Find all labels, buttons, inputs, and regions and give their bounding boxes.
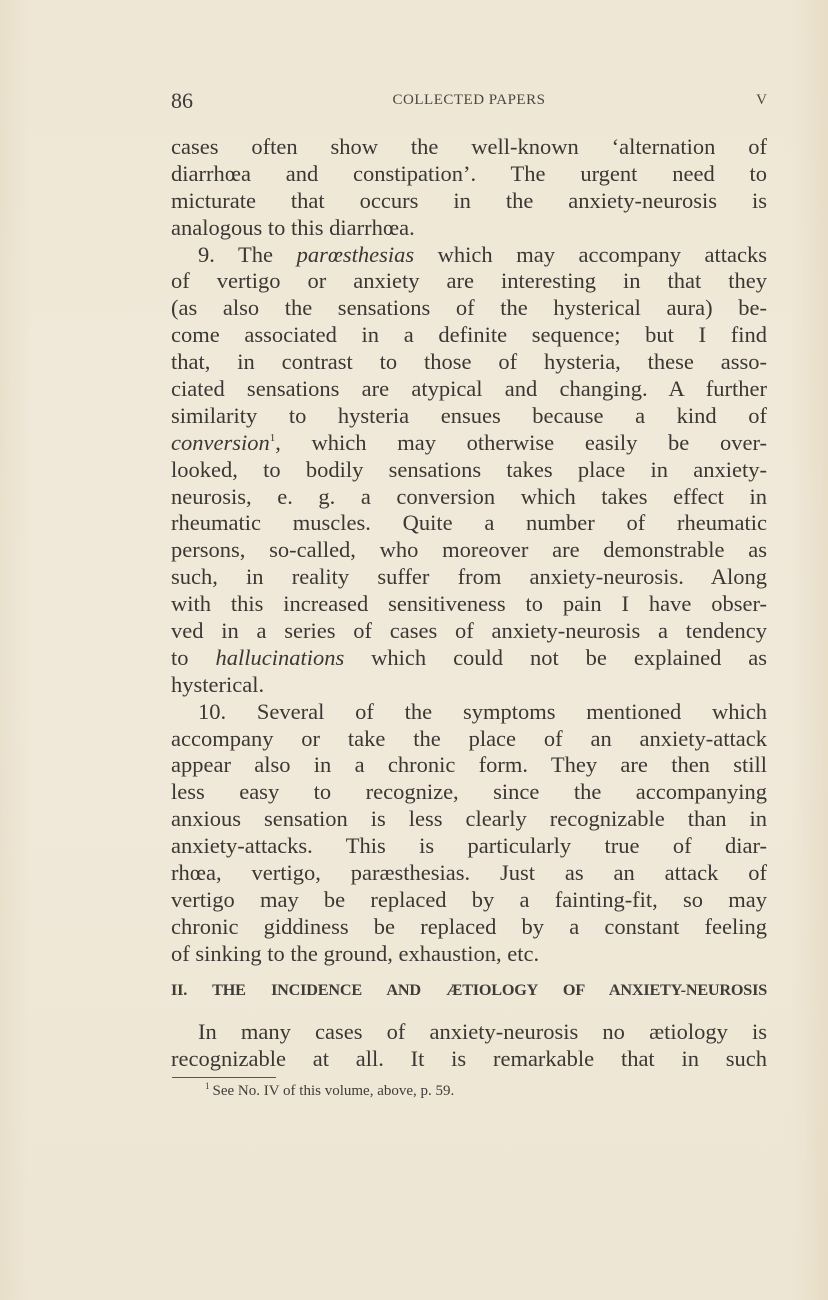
text-line: less easy to recognize, since the accompanying <box>171 779 767 805</box>
running-title: COLLECTED PAPERS <box>392 92 546 108</box>
text-run: which could not be explained as <box>344 644 767 670</box>
text-line <box>171 430 767 457</box>
text-line: such, in reality suffer from anxiety-neurosis. Along <box>171 564 767 590</box>
text-line: hysterical. <box>171 671 265 697</box>
footnote-marker: 1 <box>205 1080 210 1091</box>
footnote <box>171 1081 767 1101</box>
text-line <box>171 242 767 269</box>
text-line: neurosis, e. g. a conversion which takes effect in <box>171 483 767 509</box>
text-line: with this increased sensitiveness to pain I have obser- <box>171 591 767 617</box>
paragraph-10 <box>171 699 767 968</box>
text-line: rheumatic muscles. Quite a number of rheumatic <box>171 510 767 536</box>
text-line: of vertigo or anxiety are interesting in that they <box>171 268 767 294</box>
text-line: analogous to this diarrhœa. <box>171 214 415 240</box>
text-line: micturate that occurs in the anxiety-neurosis is <box>171 187 767 213</box>
section-heading: II. THE INCIDENCE AND ÆTIOLOGY OF ANXIETY-NEUROSIS <box>171 980 767 999</box>
text-line: ciated sensations are atypical and changing. A further <box>171 376 767 402</box>
text-line: diarrhœa and constipation’. The urgent need to <box>171 160 767 186</box>
footnote-divider <box>172 1077 276 1078</box>
text-line: persons, so-called, who moreover are demonstrable as <box>171 537 767 563</box>
text-line: accompany or take the place of an anxiety-attack <box>171 725 767 751</box>
italic-term: hallucinations <box>215 644 345 670</box>
footnote-text: See No. IV of this volume, above, p. 59. <box>212 1082 455 1099</box>
text-line: In many cases of anxiety-neurosis no ætiology is <box>198 1019 767 1045</box>
text-line: similarity to hysteria ensues because a kind of <box>171 402 767 428</box>
text-line: of sinking to the ground, exhaustion, etc. <box>171 940 540 966</box>
paragraph-9 <box>171 242 767 699</box>
running-head <box>171 88 767 114</box>
text-line: vertigo may be replaced by a fainting-fit, so may <box>171 886 767 912</box>
text-line: anxious sensation is less clearly recognizable than in <box>171 806 767 832</box>
text-line: looked, to bodily sensations takes place in anxiety- <box>171 456 767 482</box>
page-number: 86 <box>171 88 193 113</box>
paragraph-continued <box>171 134 767 242</box>
text-run: which may accompany attacks <box>414 241 767 267</box>
text-run: , which may otherwise easily be over- <box>275 429 767 455</box>
text-line: (as also the sensations of the hysterical aura) be- <box>171 295 767 321</box>
text-line: anxiety-attacks. This is particularly true of diar- <box>171 833 767 859</box>
text-line: 10. Several of the symptoms mentioned which <box>198 698 767 724</box>
text-line: rhœa, vertigo, paræsthesias. Just as an attack of <box>171 860 767 886</box>
text-line: ved in a series of cases of anxiety-neurosis a tendency <box>171 618 767 644</box>
italic-term: parœsthesias <box>296 241 415 267</box>
text-run: to <box>171 644 216 670</box>
text-line <box>171 645 767 672</box>
text-line: recognizable at all. It is remarkable that in such <box>171 1045 767 1071</box>
chapter-numeral: V <box>756 92 767 108</box>
text-run: 9. The <box>198 241 297 267</box>
text-line: come associated in a definite sequence; but I find <box>171 322 767 348</box>
text-line: that, in contrast to those of hysteria, these asso- <box>171 349 767 375</box>
italic-term: conversion <box>171 429 270 455</box>
body-text <box>171 134 767 1101</box>
text-line: appear also in a chronic form. They are then still <box>171 752 767 778</box>
text-line: chronic giddiness be replaced by a constant feeling <box>171 913 767 939</box>
text-line: cases often show the well-known ‘alternation of <box>171 134 767 159</box>
paragraph-section-2 <box>171 1019 767 1073</box>
footnote-reference[interactable]: 1 <box>269 431 276 444</box>
